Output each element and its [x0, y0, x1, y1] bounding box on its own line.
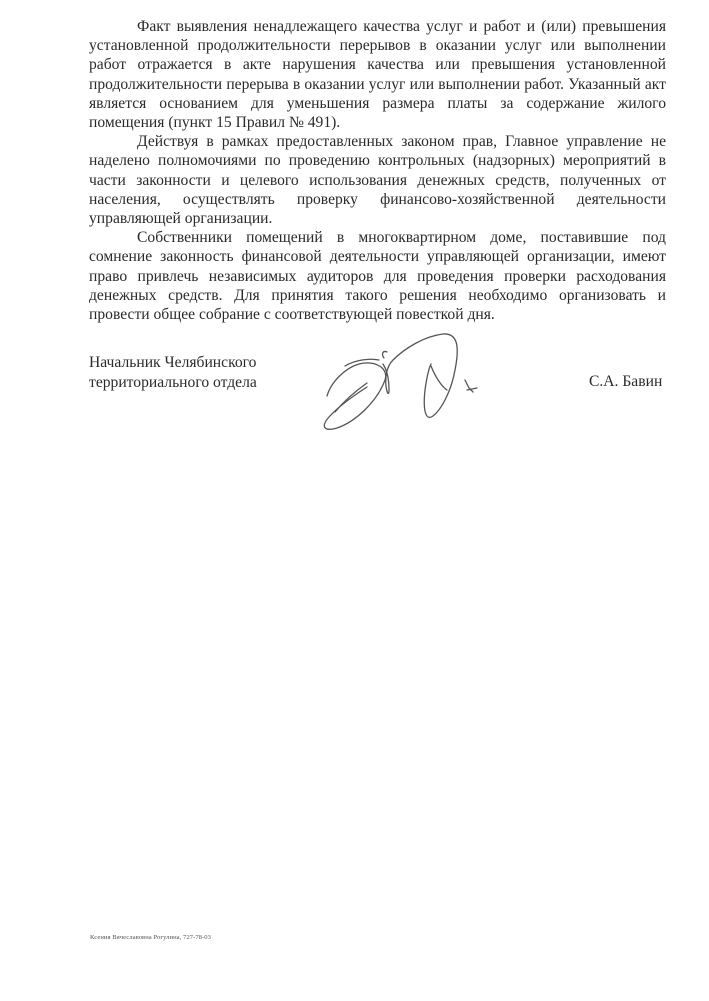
- position-line-1: Начальник Челябинского: [89, 354, 257, 371]
- signatory-position: [89, 353, 257, 393]
- paragraph-owners-audit: Собственники помещений в многоквартирном доме, поставившие под сомнение законность финансовой деятельности управляющей организации, имеют право привлечь независимых аудиторов для проведения проверки расходования денежных средств. Для принятия такого решения необходимо организовать и провести общее собрание с соответствующей повесткой дня.: [89, 229, 666, 324]
- signatory-name: С.А. Бавин: [589, 373, 663, 390]
- paragraph-authority: Действуя в рамках предоставленных законом прав, Главное управление не наделено полномочиями по проведению контрольных (надзорных) мероприятий в части законности и целевого использования денежных средств, полученных от населения, осуществлять проверку финансово-хозяйственной деятельности управляющей организации.: [89, 133, 666, 228]
- executor-footer: Ксения Вячеславовна Рогулина, 727-78-03: [90, 934, 211, 941]
- signature-icon: [315, 330, 500, 440]
- position-line-2: территориального отдела: [89, 374, 257, 391]
- paragraph-quality-act: Факт выявления ненадлежащего качества услуг и работ и (или) превышения установленной продолжительности перерывов в оказании услуг или выполнении работ отражается в акте нарушения качества или превышения установленной продолжительности перерыва в оказании услуг или выполнении работ. Указанный акт является основанием для уменьшения размера платы за содержание жилого помещения (пункт 15 Правил № 491).: [89, 18, 666, 132]
- letter-body: [89, 17, 666, 324]
